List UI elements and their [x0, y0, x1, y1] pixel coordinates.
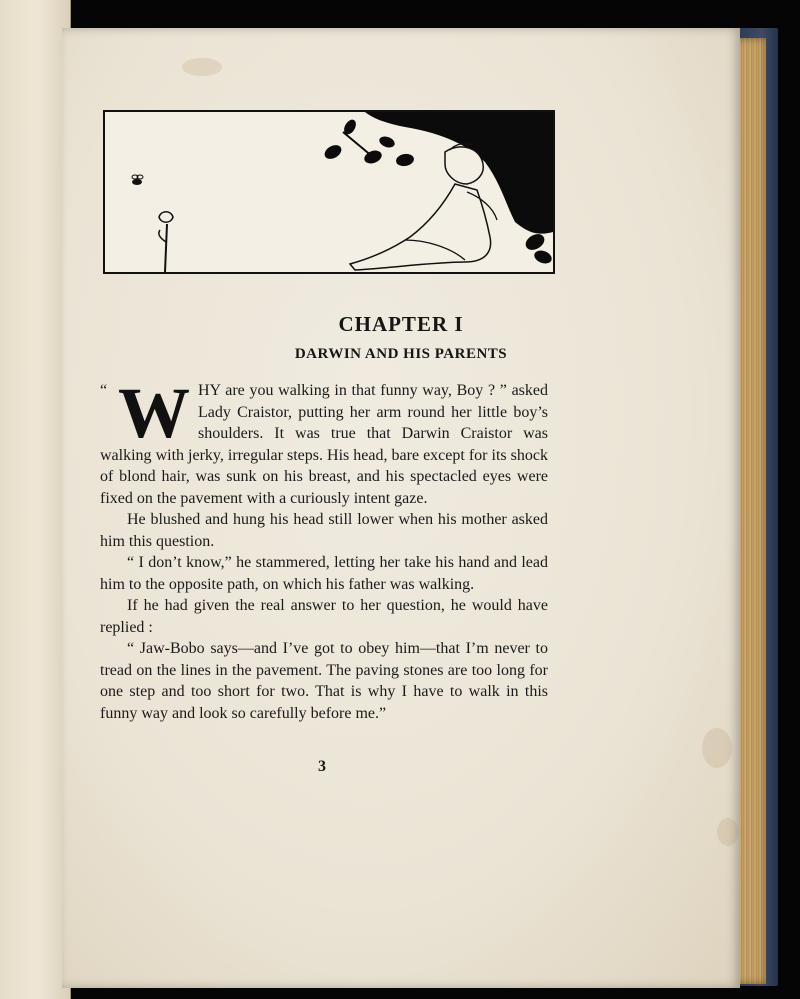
- page-number: 3: [318, 758, 326, 775]
- facing-page-edge: [0, 0, 71, 999]
- opening-quote-mark: “: [100, 382, 108, 399]
- drop-cap: W: [118, 373, 190, 453]
- paragraph-2: He blushed and hung his head still lower when his mother asked him this question.: [100, 511, 548, 550]
- paragraph-1-text: HY are you walking in that funny way, Boy ? ” asked Lady Craistor, putting her arm round her little boy’s shoulders. It was true that Darwin Craistor was walking with jerky, irregular steps. His head, bare except for its shock of blond hair, was sunk on his breast, and his spectacled eyes were fixed on the pavement with a curiously intent gaze.: [100, 382, 548, 507]
- paragraph-4: If he had given the real answer to her question, he would have replied :: [100, 597, 548, 636]
- paragraph-5: “ Jaw-Bobo says—and I’ve got to obey him—that I’m never to tread on the lines in the pavement. The paving stones are too long for one step and too short for two. That is why I have to walk in this funny way and look so carefully before me.”: [100, 640, 548, 722]
- paragraph-3: “ I don’t know,” he stammered, letting her take his hand and lead him to the opposite path, on which his father was walking.: [100, 554, 548, 593]
- illustration-svg: [105, 112, 553, 272]
- page-stain: [702, 728, 732, 768]
- chapter-illustration: [103, 110, 555, 274]
- chapter-title: CHAPTER I: [338, 312, 464, 336]
- page-stain: [182, 58, 222, 76]
- chapter-subtitle: DARWIN AND HIS PARENTS: [294, 346, 508, 362]
- chapter-body: [100, 373, 548, 724]
- page-stain: [717, 818, 739, 846]
- paragraph-1: [100, 373, 548, 509]
